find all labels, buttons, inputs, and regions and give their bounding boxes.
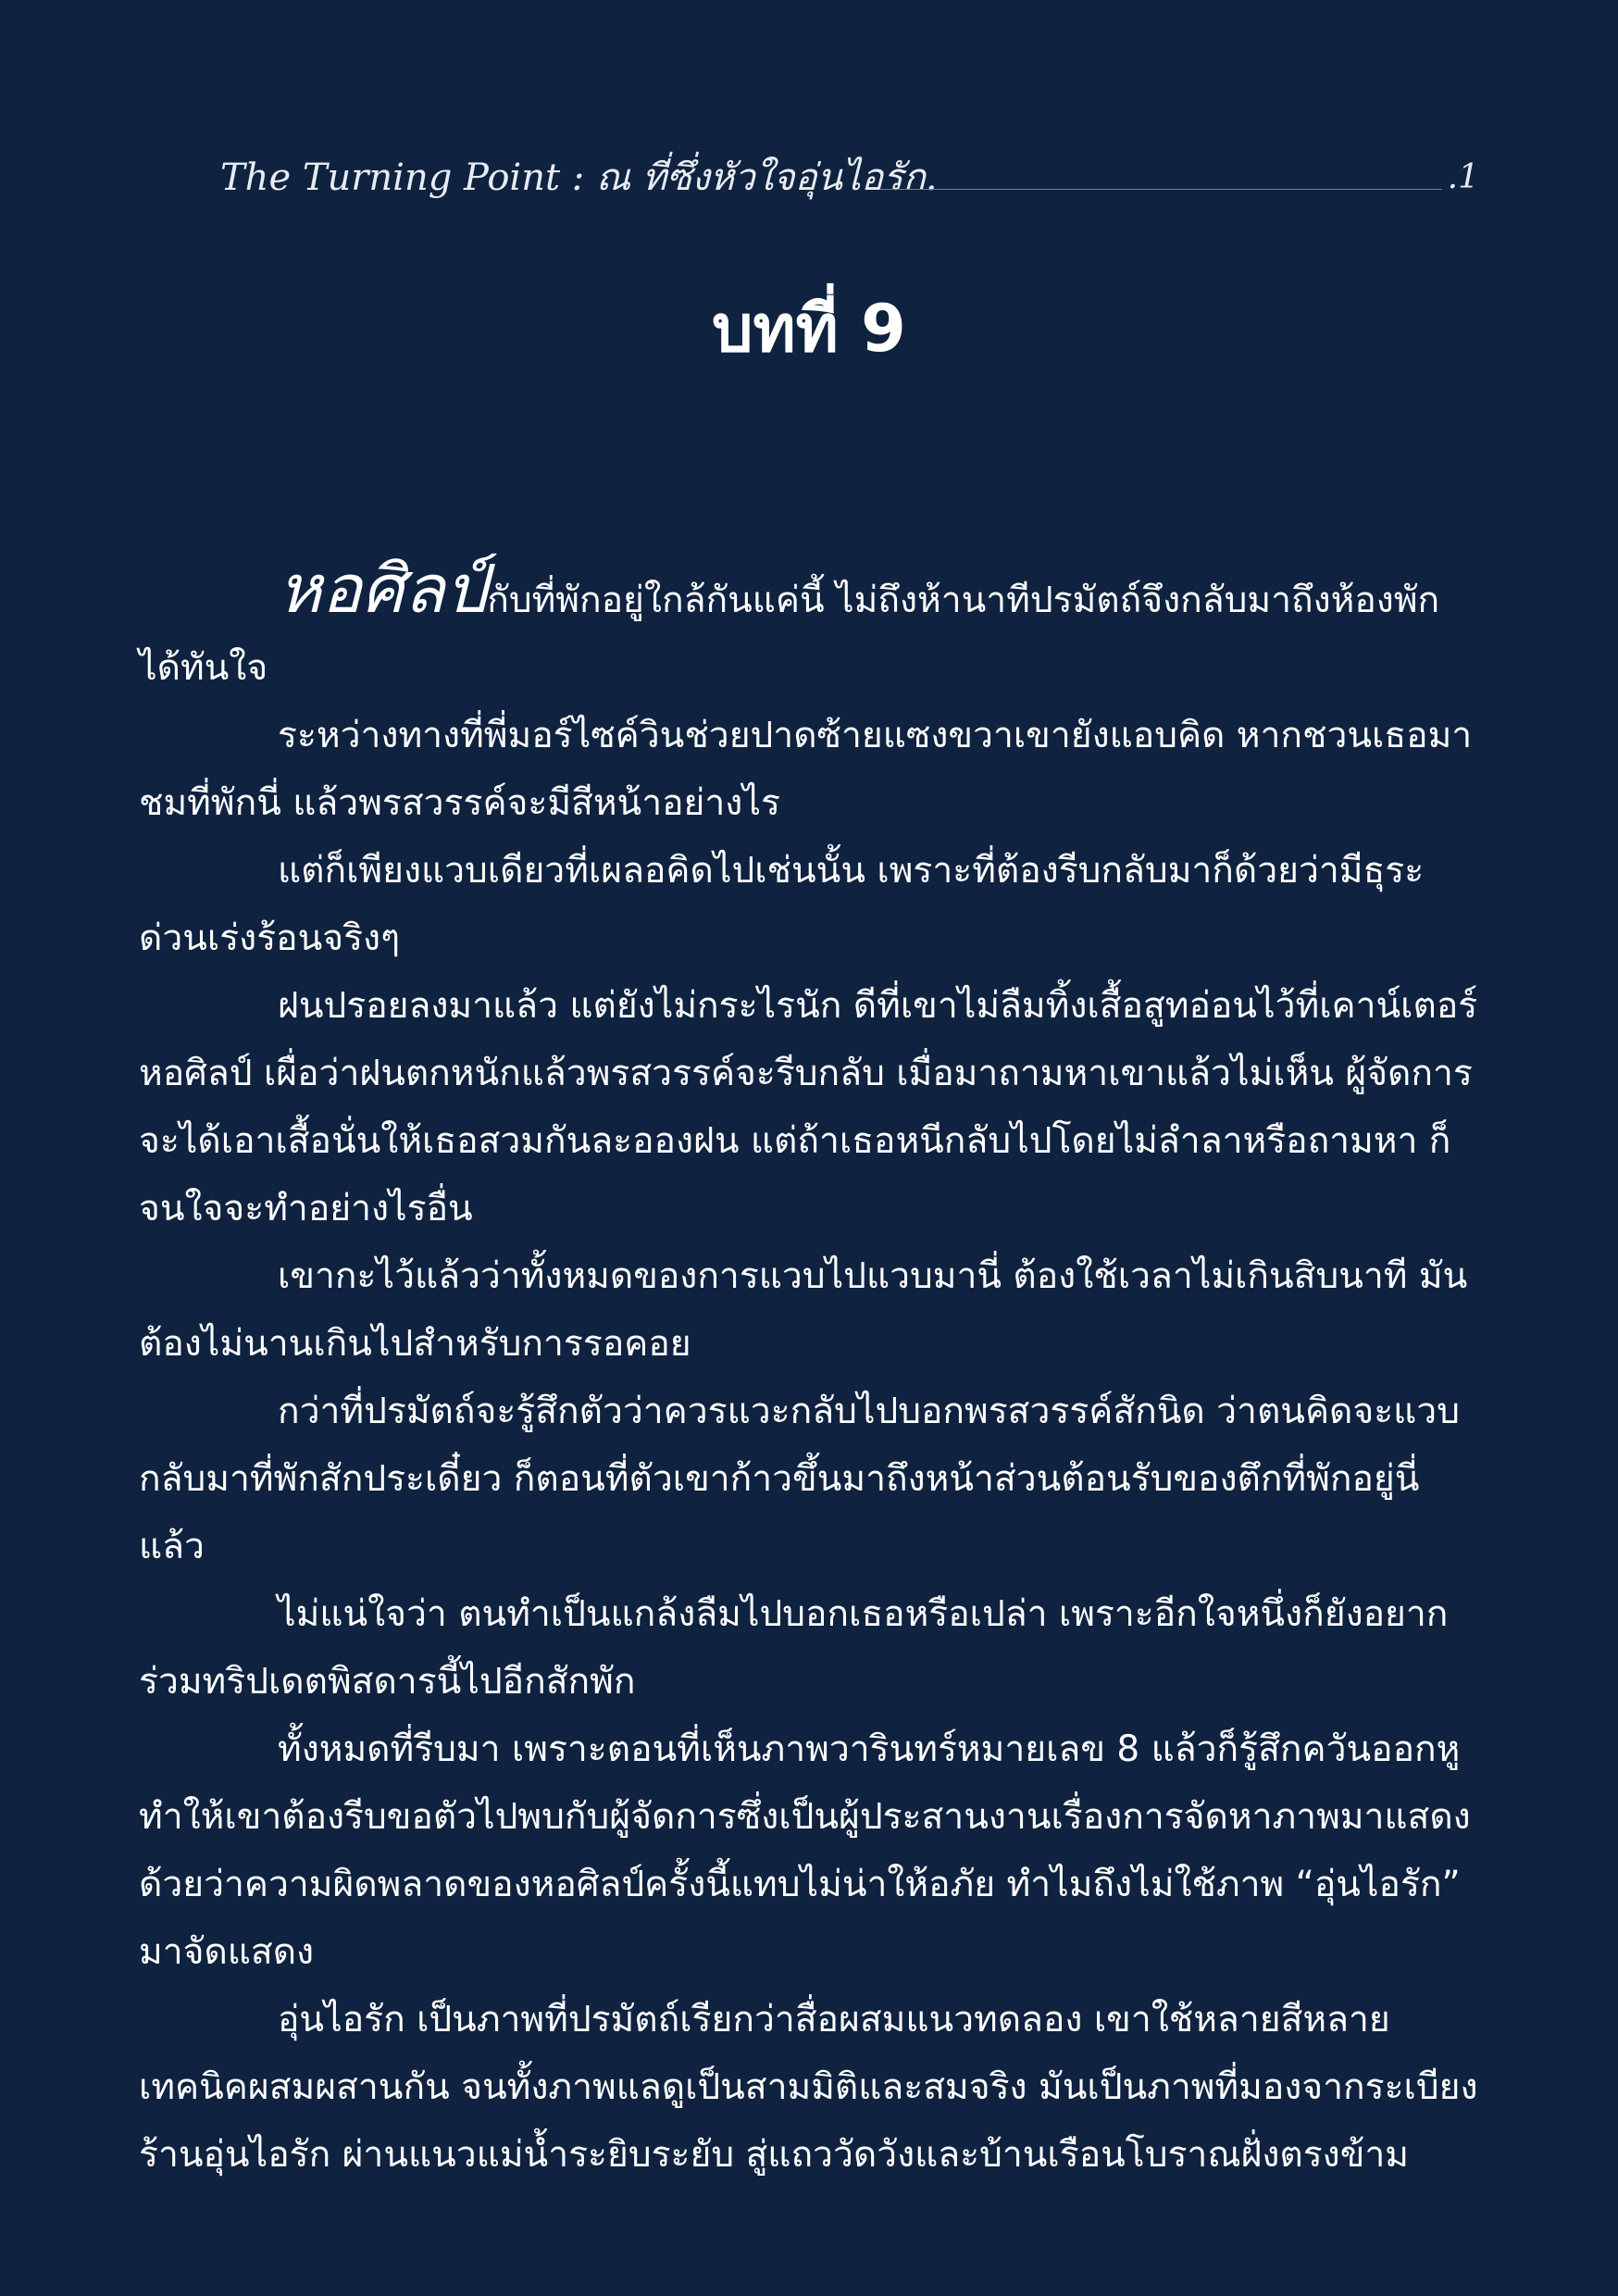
paragraph-1 — [139, 550, 1481, 702]
paragraph-1-text: กับที่พักอยู่ใกล้กันแค่นี้ ไม่ถึงห้านาทีปรมัตถ์จึงกลับมาถึงห้องพักได้ทันใจ — [139, 580, 1440, 689]
page-number: .1 — [1447, 158, 1479, 196]
paragraph-3: แต่ก็เพียงแวบเดียวที่เผลอคิดไปเช่นนั้น เพราะที่ต้องรีบกลับมาก็ด้วยว่ามีธุระด่วนเร่งร้อนจริงๆ — [139, 850, 1425, 959]
chapter-title: บทที่ 9 — [712, 291, 906, 367]
paragraph-7: ไม่แน่ใจว่า ตนทำเป็นแกล้งลืมไปบอกเธอหรือเปล่า เพราะอีกใจหนึ่งก็ยังอยากร่วมทริปเดตพิสดารนี้ไปอีกสักพัก — [139, 1593, 1449, 1703]
paragraph-9: อุ่นไอรัก เป็นภาพที่ปรมัตถ์เรียกว่าสื่อผสมแนวทดลอง เขาใช้หลายสีหลายเทคนิคผสมผสานกัน จนทั้งภาพแลดูเป็นสามมิติและสมจริง มันเป็นภาพที่มองจากระเบียงร้านอุ่นไอรัก ผ่านแนวแม่น้ำระยิบระยับ สู่แถววัดวังและบ้านเรือนโบราณฝั่งตรงข้าม — [139, 1999, 1478, 2176]
chapter-body — [139, 550, 1481, 2189]
paragraph-4: ฝนปรอยลงมาแล้ว แต่ยังไม่กระไรนัก ดีที่เขาไม่ลืมทิ้งเสื้อสูทอ่อนไว้ที่เคาน์เตอร์หอศิลป์ เผื่อว่าฝนตกหนักแล้วพรสวรรค์จะรีบกลับ เมื่อมาถามหาเขาแล้วไม่เห็น ผู้จัดการจะได้เอาเสื้อนั่นให้เธอสวมกันละอองฝน แต่ถ้าเธอหนีกลับไปโดยไม่ลำลาหรือถามหา ก็จนใจจะทำอย่างไรอื่น — [139, 985, 1478, 1229]
running-header-title: The Turning Point : ณ ที่ซึ่งหัวใจอุ่นไอรัก. — [220, 156, 938, 199]
lead-word: หอศิลป์ — [278, 550, 488, 628]
paragraph-6: กว่าที่ปรมัตถ์จะรู้สึกตัวว่าควรแวะกลับไปบอกพรสวรรค์สักนิด ว่าตนคิดจะแวบกลับมาที่พักสักประเดี๋ยว ก็ตอนที่ตัวเขาก้าวขึ้นมาถึงหน้าส่วนต้อนรับของตึกที่พักอยู่นี่แล้ว — [139, 1391, 1460, 1567]
paragraph-5: เขากะไว้แล้วว่าทั้งหมดของการแวบไปแวบมานี่ ต้องใช้เวลาไม่เกินสิบนาที มันต้องไม่นานเกินไปสำหรับการรอคอย — [139, 1255, 1468, 1365]
header-divider — [879, 189, 1442, 190]
running-header — [220, 150, 1479, 206]
paragraph-8: ทั้งหมดที่รีบมา เพราะตอนที่เห็นภาพวารินทร์หมายเลข 8 แล้วก็รู้สึกควันออกหูทำให้เขาต้องรีบขอตัวไปพบกับผู้จัดการซึ่งเป็นผู้ประสานงานเรื่องการจัดหาภาพมาแสดงด้วยว่าความผิดพลาดของหอศิลป์ครั้งนี้แทบไม่น่าให้อภัย ทำไมถึงไม่ใช้ภาพ “อุ่นไอรัก” มาจัดแสดง — [139, 1728, 1471, 1973]
paragraph-2: ระหว่างทางที่พี่มอร์ไซค์วินช่วยปาดซ้ายแซงขวาเขายังแอบคิด หากชวนเธอมาชมที่พักนี่ แล้วพรสวรรค์จะมีสีหน้าอย่างไร — [139, 715, 1473, 824]
